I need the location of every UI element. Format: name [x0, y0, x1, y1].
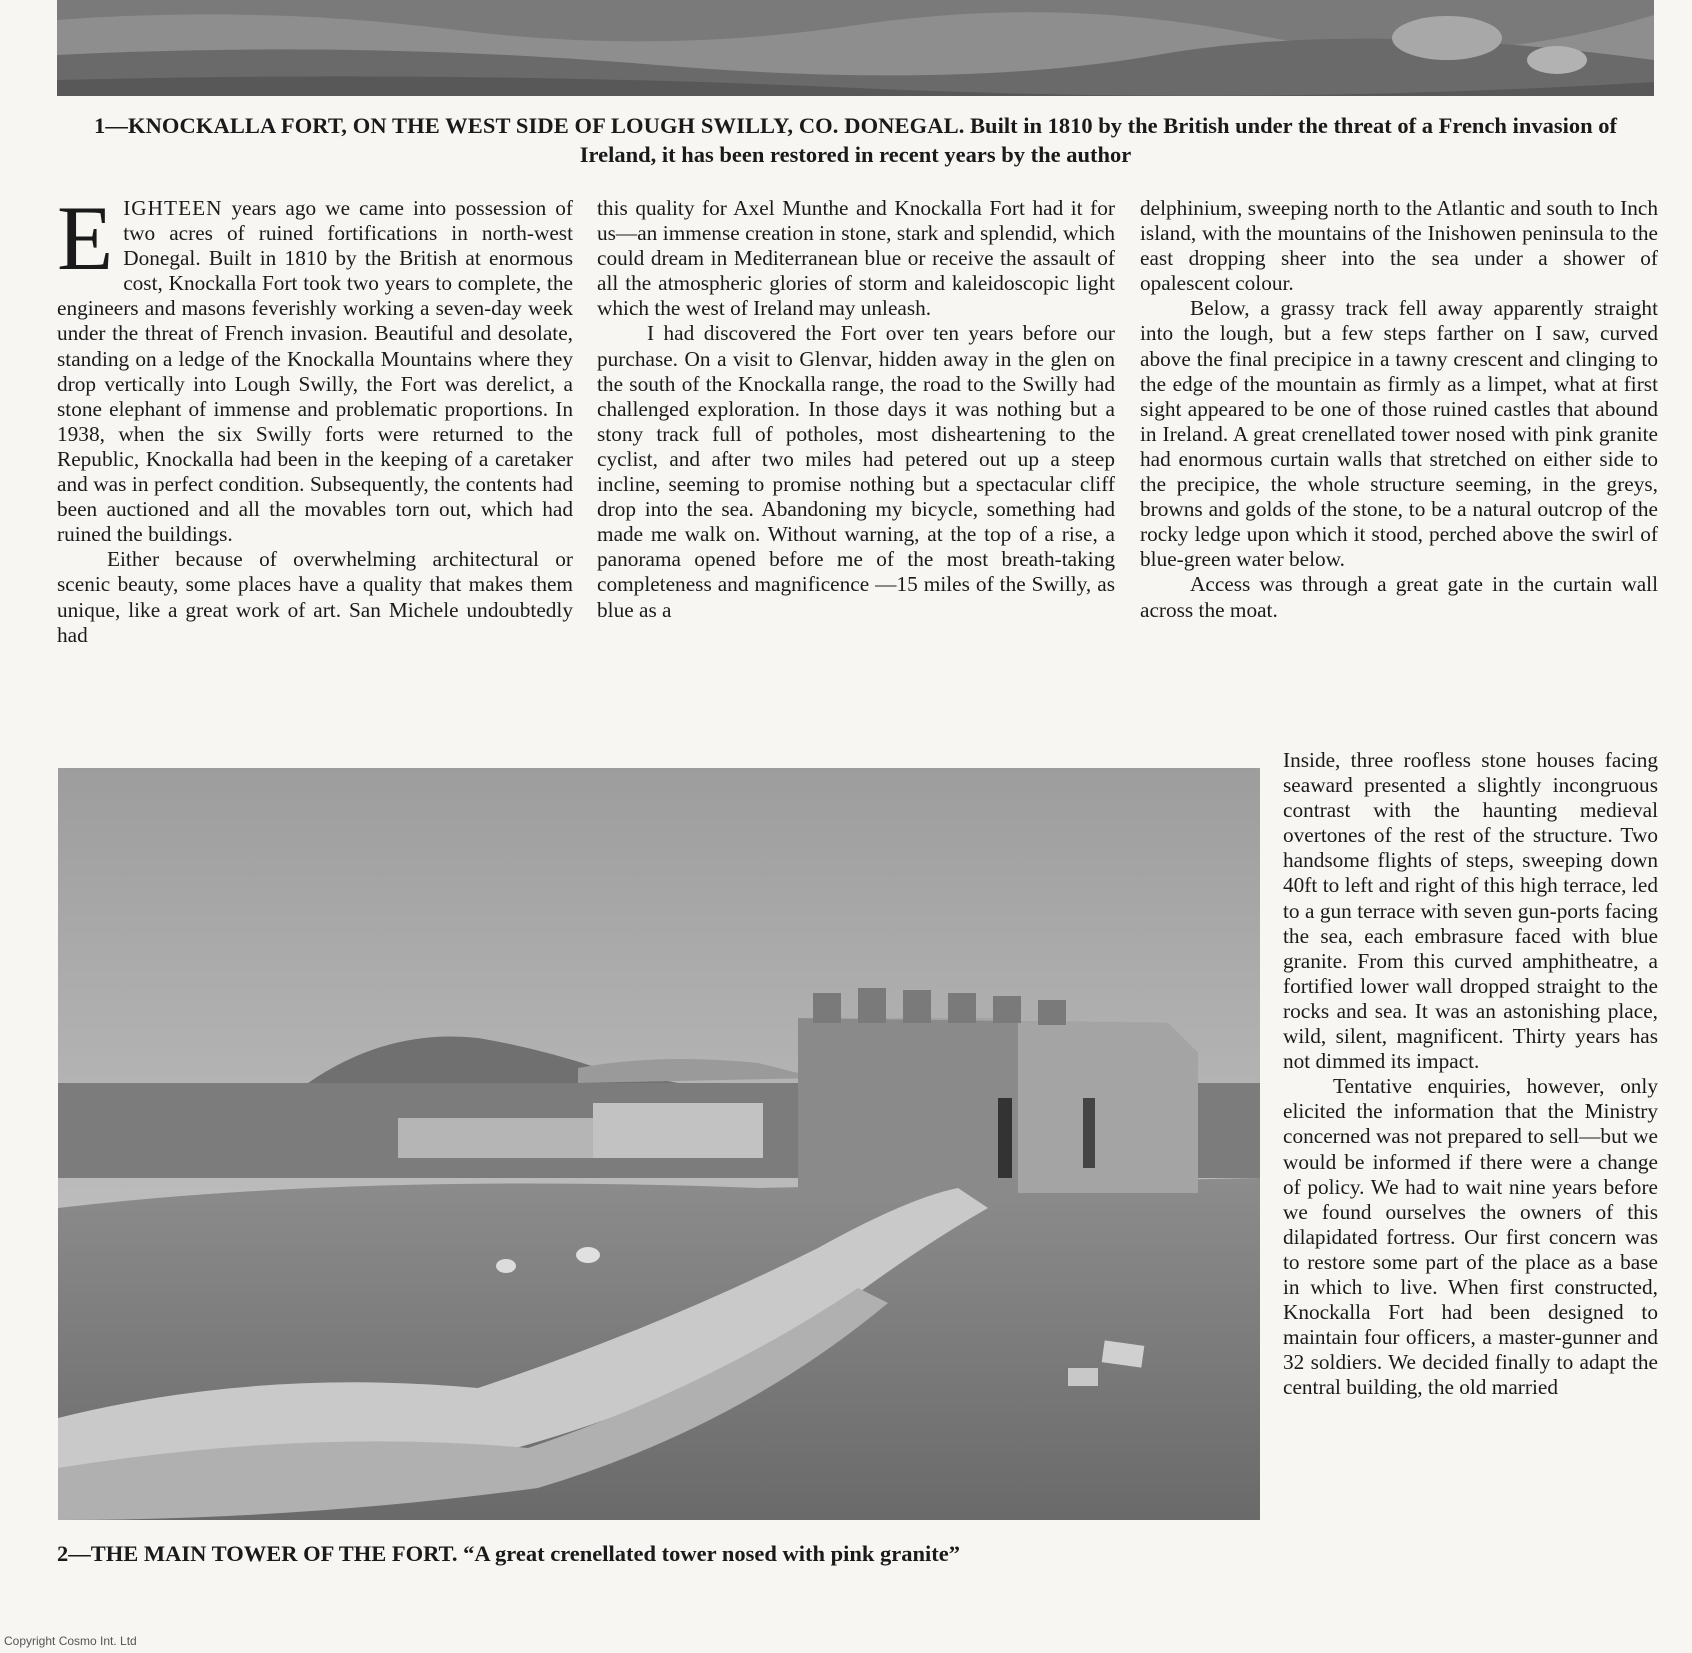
paragraph: delphinium, sweeping north to the Atlantic and south to Inch island, with the mountains of the Inishowen peninsula to the east dropping sheer into the sea under a shower of opalescent colour. — [1140, 196, 1658, 296]
figure-1-text: Built in 1810 by the British under the threat of a French invasion of Ireland, it has been restored in recent years by the author — [579, 113, 1617, 167]
paragraph: Access was through a great gate in the curtain wall across the moat. — [1140, 572, 1658, 622]
figure-2-quote: “A great crenellated tower nosed with pink granite” — [463, 1541, 961, 1566]
lead-word: IGHTEEN — [123, 196, 223, 220]
paragraph: Either because of overwhelming architectural or scenic beauty, some places have a quality that makes them unique, like a great work of art. San Michele undoubtedly had — [57, 547, 573, 647]
article-column-3-lower — [1283, 748, 1658, 1558]
paragraph: Tentative enquiries, however, only elicited the information that the Ministry concerned was not prepared to sell—but we would be informed if there were a change of policy. We had to wait nine years before we found ourselves the owners of this dilapidated fortress. Our first concern was to restore some part of the place as a base in which to live. When first constructed, Knockalla Fort had been designed to maintain four officers, a master-gunner and 32 soldiers. We decided finally to adapt the central building, the old married — [1283, 1074, 1658, 1400]
article-column-3-upper — [1140, 196, 1658, 748]
figure-2-caption — [57, 1539, 1272, 1568]
drop-cap: E — [57, 196, 114, 289]
figure-2-heading: 2—THE MAIN TOWER OF THE FORT. — [57, 1541, 458, 1566]
article-column-1 — [57, 196, 573, 748]
paragraph — [57, 196, 573, 547]
top-photograph — [57, 0, 1654, 96]
article-column-2 — [597, 196, 1115, 748]
paragraph-text: years ago we came into possession of two acres of ruined fortifications in north-west Donegal. Built in 1810 by the British at enormous cost, Knockalla Fort took two years to complete, the engineers and masons feverishly working a seven-day week under the threat of French invasion. Beautiful and desolate, standing on a ledge of the Knockalla Mountains where they drop vertically into Lough Swilly, the Fort was derelict, a stone elephant of immense and problematic proportions. In 1938, when the six Swilly forts were returned to the Republic, Knockalla had been in the keeping of a caretaker and was in perfect condition. Subsequently, the contents had been auctioned and all the movables torn out, which had ruined the buildings. — [57, 196, 573, 547]
paragraph: Inside, three roofless stone houses facing seaward presented a slightly incongruous contrast with the haunting medieval overtones of the rest of the structure. Two handsome flights of steps, sweeping down 40ft to left and right of this high terrace, led to a gun terrace with seven gun-ports facing the sea, each embrasure faced with blue granite. From this curved amphitheatre, a fortified lower wall dropped straight to the rocks and sea. It was an astonishing place, wild, silent, magnificent. Thirty years has not dimmed its impact. — [1283, 748, 1658, 1074]
paragraph: this quality for Axel Munthe and Knockalla Fort had it for us—an immense creation in stone, stark and splendid, which could dream in Mediterranean blue or receive the assault of all the atmospheric glories of storm and kaleidoscopic light which the west of Ireland may unleash. — [597, 196, 1115, 321]
figure-1-heading: 1—KNOCKALLA FORT, ON THE WEST SIDE OF LOUGH SWILLY, CO. DONEGAL. — [94, 113, 965, 138]
copyright-notice: Copyright Cosmo Int. Ltd — [4, 1634, 137, 1648]
figure-1-caption — [57, 111, 1654, 169]
paragraph: I had discovered the Fort over ten years before our purchase. On a visit to Glenvar, hidden away in the glen on the south of the Knockalla range, the road to the Swilly had challenged exploration. In those days it was nothing but a stony track full of potholes, most disheartening to the cyclist, and after two miles had petered out up a steep incline, seeming to promise nothing but a spectacular cliff drop into the sea. Abandoning my bicycle, something had made me walk on. Without warning, at the top of a rise, a panorama opened before me of the most breath-taking completeness and magnificence —15 miles of the Swilly, as blue as a — [597, 321, 1115, 622]
paragraph: Below, a grassy track fell away apparently straight into the lough, but a few steps farther on I saw, curved above the final precipice in a tawny crescent and clinging to the edge of the mountain as firmly as a limpet, what at first sight appeared to be one of those ruined castles that abound in Ireland. A great crenellated tower nosed with pink granite had enormous curtain walls that stretched on either side to the precipice, the whole structure seeming, in the greys, browns and golds of the stone, to be a natural outcrop of the rocky ledge upon which it stood, perched above the swirl of blue-green water below. — [1140, 296, 1658, 572]
main-tower-photograph — [58, 768, 1260, 1520]
